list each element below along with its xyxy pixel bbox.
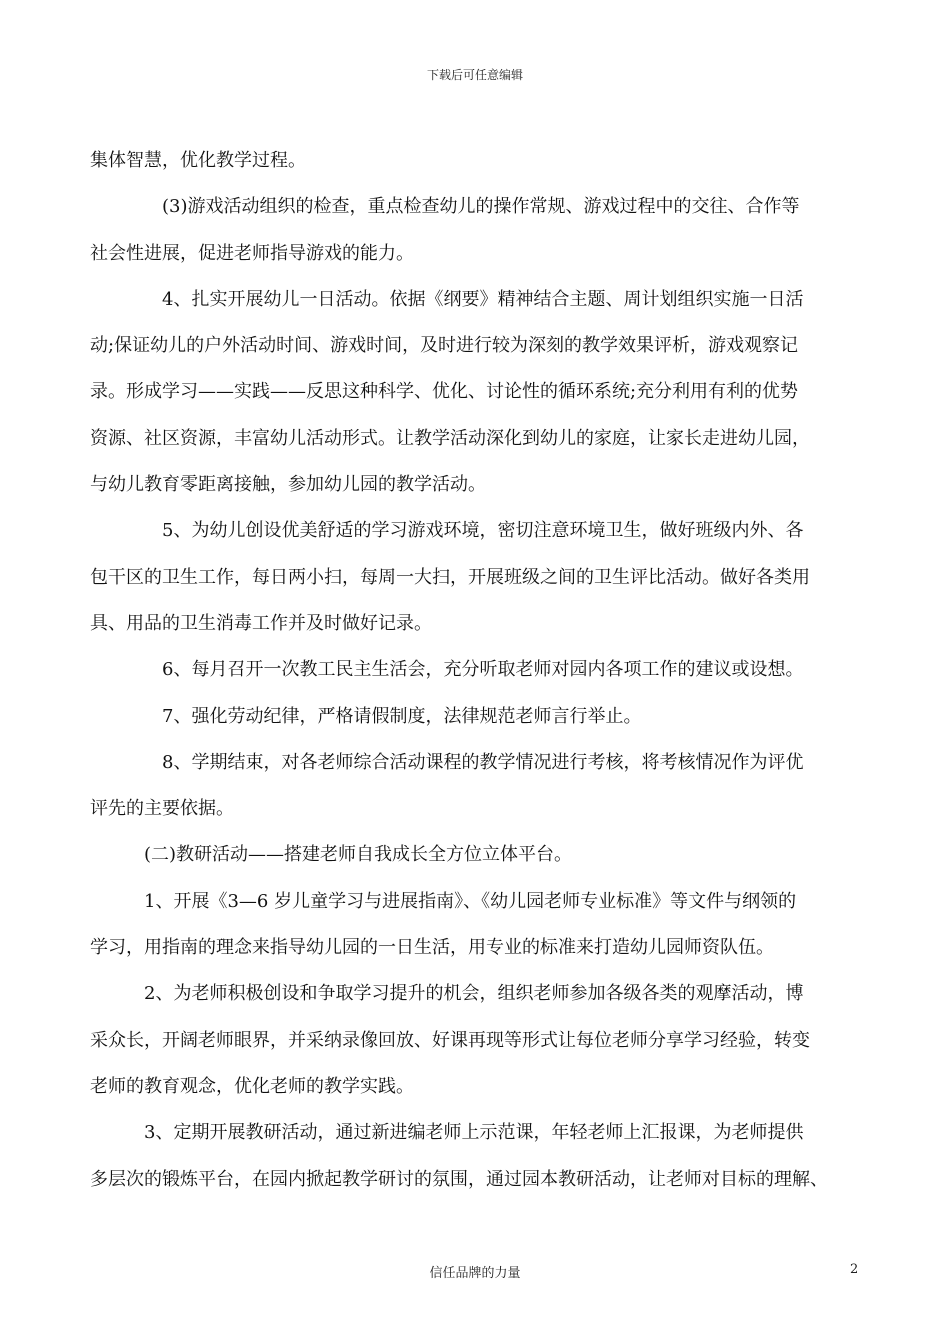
section-heading: (二)教研活动——搭建老师自我成长全方位立体平台。 [144, 844, 573, 866]
text-line: 多层次的锻炼平台，在园内掀起教学研讨的氛围，通过园本教研活动，让老师对目标的理解、 [90, 1168, 828, 1190]
text-line: 包干区的卫生工作，每日两小扫，每周一大扫，开展班级之间的卫生评比活动。做好各类用 [90, 566, 810, 588]
text-line: 6、每月召开一次教工民主生活会，充分听取老师对园内各项工作的建议或设想。 [162, 659, 804, 681]
text-line: 4、扎实开展幼儿一日活动。依据《纲要》精神结合主题、周计划组织实施一日活 [162, 288, 804, 310]
text-line: 评先的主要依据。 [90, 798, 234, 820]
page-footer: 信任品牌的力量 [429, 1266, 521, 1281]
text-line: 采众长，开阔老师眼界，并采纳录像回放、好课再现等形式让每位老师分享学习经验，转变 [90, 1029, 810, 1051]
text-line: 录。形成学习——实践——反思这种科学、优化、讨论性的循环系统;充分利用有利的优势 [90, 381, 799, 403]
text-line: 具、用品的卫生消毒工作并及时做好记录。 [90, 612, 432, 634]
text-line: 老师的教育观念，优化老师的教学实践。 [90, 1075, 414, 1097]
text-line: 动;保证幼儿的户外活动时间、游戏时间，及时进行较为深刻的教学效果评析，游戏观察记 [90, 335, 799, 357]
text-line: 8、学期结束，对各老师综合活动课程的教学情况进行考核，将考核情况作为评优 [162, 751, 804, 773]
page-header: 下载后可任意编辑 [426, 68, 523, 82]
text-line: 资源、社区资源，丰富幼儿活动形式。让教学活动深化到幼儿的家庭，让家长走进幼儿园， [90, 427, 810, 449]
document-body [90, 138, 860, 1203]
text-line: (3)游戏活动组织的检查，重点检查幼儿的操作常规、游戏过程中的交往、合作等 [162, 196, 800, 218]
text-line: 7、强化劳动纪律，严格请假制度，法律规范老师言行举止。 [162, 705, 642, 727]
text-line: 与幼儿教育零距离接触，参加幼儿园的教学活动。 [90, 474, 486, 496]
text-line: 社会性进展，促进老师指导游戏的能力。 [90, 242, 414, 264]
text-line: 3、定期开展教研活动，通过新进编老师上示范课，年轻老师上汇报课，为老师提供 [144, 1122, 804, 1144]
text-line: 1、开展《3—6 岁儿童学习与进展指南》、《幼儿园老师专业标准》等文件与纲领的 [144, 890, 797, 912]
text-line: 2、为老师积极创设和争取学习提升的机会，组织老师参加各级各类的观摩活动，博 [144, 983, 804, 1005]
text-line: 集体智慧，优化教学过程。 [90, 150, 306, 171]
page-number: 2 [850, 1262, 859, 1277]
text-line: 学习，用指南的理念来指导幼儿园的一日生活，用专业的标准来打造幼儿园师资队伍。 [90, 937, 774, 959]
text-line: 5、为幼儿创设优美舒适的学习游戏环境，密切注意环境卫生，做好班级内外、各 [162, 520, 804, 542]
